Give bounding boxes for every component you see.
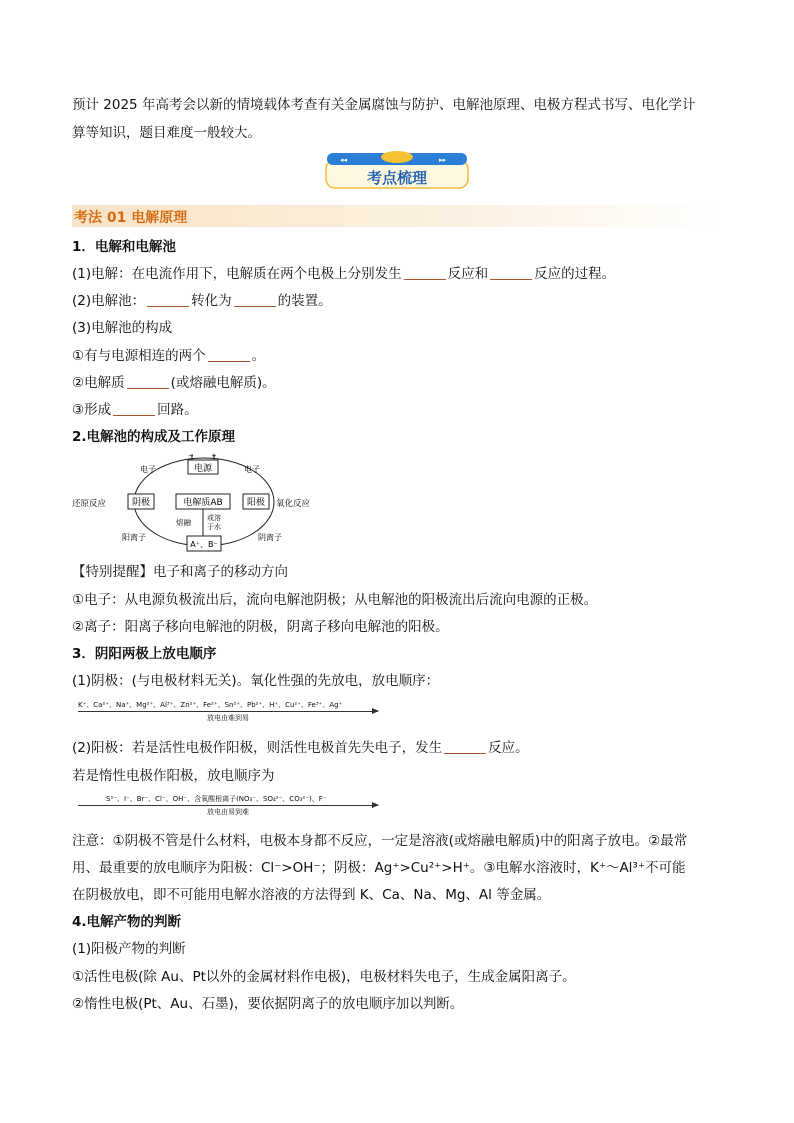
section-banner bbox=[325, 150, 469, 190]
banner-label: 考点梳理 bbox=[366, 169, 428, 187]
tip-line-1: ①电子：从电源负极流出后，流向电解池阴极；从电解池的阳极流出后流向电源的正极。 bbox=[72, 592, 598, 608]
s1-p6: ③形成 回路。 bbox=[72, 402, 198, 418]
electron-right-label: 电子 bbox=[244, 465, 260, 474]
electrolysis-diagram bbox=[72, 452, 328, 556]
cathode-label: 阴极 bbox=[131, 498, 151, 508]
s1-heading: 1．电解和电解池 bbox=[72, 239, 176, 255]
fill-blank[interactable] bbox=[490, 265, 532, 280]
cathode-series-arrow bbox=[78, 711, 378, 712]
fill-blank[interactable] bbox=[444, 739, 486, 754]
cathode-series-text: K⁺、Ca²⁺、Na⁺、Mg²⁺、Al³⁺、Zn²⁺、Fe²⁺、Sn²⁺、Pb²⁺、H⁺、Cu²⁺、Fe³⁺、Ag⁺ bbox=[78, 701, 343, 709]
s3-cathode-line: (1)阴极：(与电极材料无关)。氧化性强的先放电，放电顺序： bbox=[72, 673, 440, 689]
section-title: 考法 01 电解原理 bbox=[74, 210, 188, 226]
s1-p5: ②电解质 (或熔融电解质)。 bbox=[72, 375, 276, 391]
anode-series-caption: 放电由易到难 bbox=[207, 808, 249, 816]
s3-anode-line: (2)阳极：若是活性电极作阳极，则活性电极首先失电子，发生 反应。 bbox=[72, 740, 529, 756]
s3-anode-inert: 若是惰性电极作阳极，放电顺序为 bbox=[72, 768, 275, 784]
reduction-label: 还原反应 bbox=[72, 499, 107, 509]
cathode-series-caption: 放电由难到易 bbox=[207, 714, 249, 722]
anode-series-text: S²⁻、I⁻、Br⁻、Cl⁻、OH⁻、含氧酸根离子(NO₃⁻、SO₄²⁻、CO₃²⁻)、F⁻ bbox=[106, 795, 327, 803]
molten-label: 熔融 bbox=[176, 518, 191, 527]
oxidation-label: 氧化反应 bbox=[276, 499, 311, 509]
tip-line-2: ②离子：阳离子移向电解池的阴极，阴离子移向电解池的阳极。 bbox=[72, 619, 449, 635]
fill-blank[interactable] bbox=[208, 347, 250, 362]
electron-left-label: 电子 bbox=[140, 465, 156, 474]
fill-blank[interactable] bbox=[127, 374, 169, 389]
cation-label: 阳离子 bbox=[122, 533, 146, 542]
fill-blank[interactable] bbox=[404, 265, 446, 280]
s3-heading: 3．阴阳两极上放电顺序 bbox=[72, 646, 217, 662]
s3-note-2: 用、最重要的放电顺序为阳极：Cl⁻>OH⁻；阴极：Ag⁺>Cu²⁺>H⁺。③电解水溶液时，K⁺～Al³⁺不可能 bbox=[72, 860, 686, 876]
s4-p2: ①活性电极(除 Au、Pt以外的金属材料作电极)，电极材料失电子，生成金属阳离子。 bbox=[72, 969, 576, 985]
plus-sign: + bbox=[211, 452, 217, 460]
s1-p3: (3)电解池的构成 bbox=[72, 320, 173, 336]
intro-line-2: 算等知识，题目难度一般较大。 bbox=[72, 125, 261, 141]
fill-blank[interactable] bbox=[147, 292, 189, 307]
s4-p3: ②惰性电极(Pt、Au、石墨)，要依据阴离子的放电顺序加以判断。 bbox=[72, 996, 464, 1012]
dissolve-label-1: 或溶 bbox=[207, 514, 221, 522]
fill-blank[interactable] bbox=[234, 292, 276, 307]
anode-series-arrow bbox=[78, 805, 378, 806]
tip-title: 【特别提醒】电子和离子的移动方向 bbox=[72, 564, 288, 580]
svg-text:◂◂: ◂◂ bbox=[340, 156, 348, 164]
s2-heading: 2.电解池的构成及工作原理 bbox=[72, 429, 236, 445]
s1-p2: (2)电解池： 转化为 的装置。 bbox=[72, 293, 332, 309]
cathode-series bbox=[78, 700, 378, 723]
s1-p4: ①有与电源相连的两个 。 bbox=[72, 348, 266, 364]
s4-heading: 4.电解产物的判断 bbox=[72, 914, 182, 930]
section-title-bar bbox=[72, 205, 722, 227]
intro-line-1: 预计 2025 年高考会以新的情境载体考查有关金属腐蚀与防护、电解池原理、电极方程式书写、电化学计 bbox=[72, 97, 696, 113]
s4-p1: (1)阳极产物的判断 bbox=[72, 941, 186, 957]
electrolyte-label: 电解质AB bbox=[183, 498, 223, 508]
s3-note-1: 注意：①阴极不管是什么材料，电极本身都不反应，一定是溶液(或熔融电解质)中的阳离子放电。②最常 bbox=[72, 833, 688, 849]
minus-sign: − bbox=[188, 452, 194, 460]
ions-label: A⁺、B⁻ bbox=[190, 540, 218, 549]
anode-series bbox=[78, 794, 378, 817]
s1-p1: (1)电解：在电流作用下，电解质在两个电极上分别发生 反应和 反应的过程。 bbox=[72, 266, 616, 282]
fill-blank[interactable] bbox=[113, 401, 155, 416]
power-label: 电源 bbox=[193, 464, 213, 474]
anion-label: 阴离子 bbox=[258, 533, 282, 542]
svg-text:▸▸: ▸▸ bbox=[439, 156, 447, 164]
s3-note-3: 在阴极放电，即不可能用电解水溶液的方法得到 K、Ca、Na、Mg、Al 等金属。 bbox=[72, 887, 551, 903]
anode-label: 阳极 bbox=[246, 498, 266, 508]
dissolve-label-2: 于水 bbox=[207, 523, 221, 531]
